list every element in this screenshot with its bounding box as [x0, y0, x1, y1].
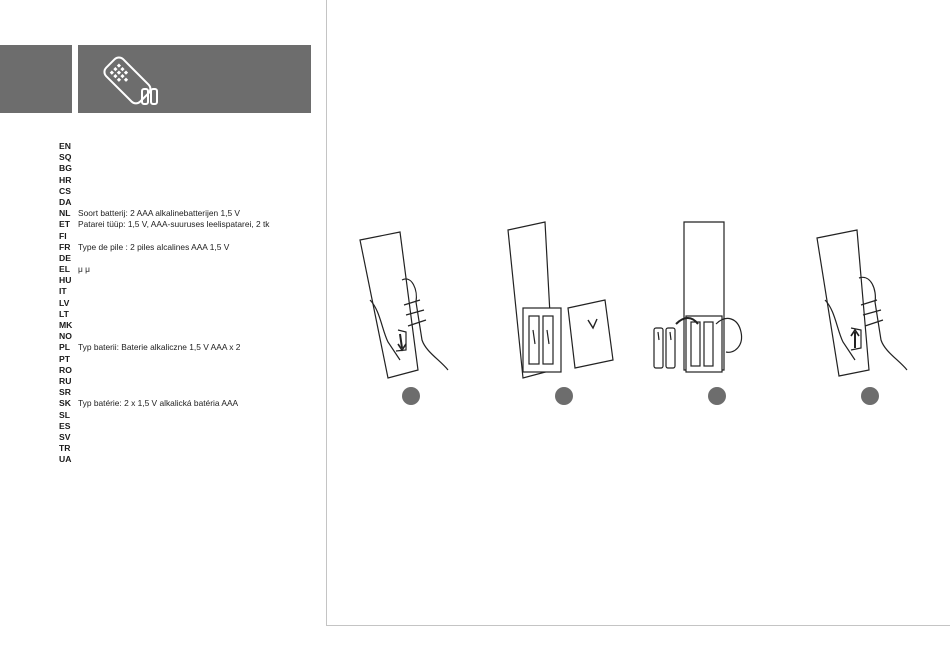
language-code: SQ	[59, 152, 72, 163]
step-1-marker	[402, 387, 420, 405]
language-code: HU	[59, 275, 72, 286]
battery-type-text: Typ batérie: 2 x 1,5 V alkalická batéria AAA	[78, 398, 239, 409]
language-row-sv	[59, 432, 270, 443]
language-row-sq	[59, 152, 270, 163]
language-code: NL	[59, 208, 71, 219]
language-row-lv	[59, 298, 270, 309]
language-row-pt	[59, 354, 270, 365]
language-code: EL	[59, 264, 70, 275]
language-code: SK	[59, 398, 71, 409]
language-code: NO	[59, 331, 72, 342]
language-code: UA	[59, 454, 72, 465]
battery-type-text: Patarei tüüp: 1,5 V, AAA-suuruses leelispatarei, 2 tk	[78, 219, 270, 230]
battery-installation-steps	[340, 210, 950, 410]
language-row-pl	[59, 342, 270, 353]
language-row-fi	[59, 231, 270, 242]
language-code: RU	[59, 375, 72, 386]
language-row-el	[59, 264, 270, 275]
language-code: ET	[59, 219, 70, 230]
language-row-et	[59, 219, 270, 230]
language-row-hr	[59, 175, 270, 186]
language-row-fr	[59, 242, 270, 253]
battery-type-text: Soort batterij: 2 AAA alkalinebatterijen 1,5 V	[78, 208, 241, 219]
language-code: EN	[59, 141, 71, 151]
language-code: PT	[59, 353, 70, 364]
language-code: FI	[59, 230, 67, 241]
remote-battery-icon	[100, 53, 170, 107]
page-divider-vertical	[326, 0, 327, 625]
language-row-bg	[59, 163, 270, 174]
battery-type-text: Typ baterii: Baterie alkaliczne 1,5 V AAA x 2	[78, 342, 241, 353]
page-divider-horizontal	[326, 625, 950, 626]
language-row-ro	[59, 365, 270, 376]
language-row-tr	[59, 443, 270, 454]
battery-type-language-list	[59, 141, 270, 465]
section-header-tab	[78, 45, 311, 113]
language-code: BG	[59, 163, 72, 174]
language-row-sk	[59, 398, 270, 409]
language-row-mk	[59, 320, 270, 331]
language-row-cs	[59, 186, 270, 197]
step-4-marker	[861, 387, 879, 405]
language-code: DE	[59, 252, 71, 263]
language-row-hu	[59, 275, 270, 286]
step-3-illustration	[646, 220, 786, 415]
language-code: LT	[59, 308, 69, 319]
language-code: IT	[59, 286, 67, 297]
language-row-nl	[59, 208, 270, 219]
language-code: ES	[59, 420, 71, 431]
language-code: SV	[59, 431, 71, 442]
step-2-illustration	[493, 220, 633, 415]
language-code: RO	[59, 364, 72, 375]
language-code: SL	[59, 409, 70, 420]
language-row-sr	[59, 387, 270, 398]
language-row-no	[59, 331, 270, 342]
step-2-marker	[555, 387, 573, 405]
language-row-de	[59, 253, 270, 264]
section-tab-marker	[0, 45, 72, 113]
language-code: MK	[59, 320, 73, 330]
language-row-ua	[59, 454, 270, 465]
step-4-illustration	[799, 220, 939, 415]
step-3-marker	[708, 387, 726, 405]
language-code: DA	[59, 196, 72, 207]
language-row-lt	[59, 309, 270, 320]
step-1-illustration	[340, 220, 480, 415]
language-code: CS	[59, 185, 71, 196]
battery-type-text: Type de pile : 2 piles alcalines AAA 1,5 V	[78, 241, 230, 252]
language-code: PL	[59, 342, 70, 353]
language-code: SR	[59, 387, 71, 398]
language-row-it	[59, 286, 270, 297]
language-row-da	[59, 197, 270, 208]
language-row-en	[59, 141, 270, 152]
language-code: HR	[59, 174, 72, 185]
battery-type-text: μ μ	[78, 264, 90, 275]
language-code: LV	[59, 297, 70, 308]
language-code: FR	[59, 241, 71, 252]
language-code: TR	[59, 443, 71, 454]
language-row-sl	[59, 410, 270, 421]
language-row-es	[59, 421, 270, 432]
language-row-ru	[59, 376, 270, 387]
